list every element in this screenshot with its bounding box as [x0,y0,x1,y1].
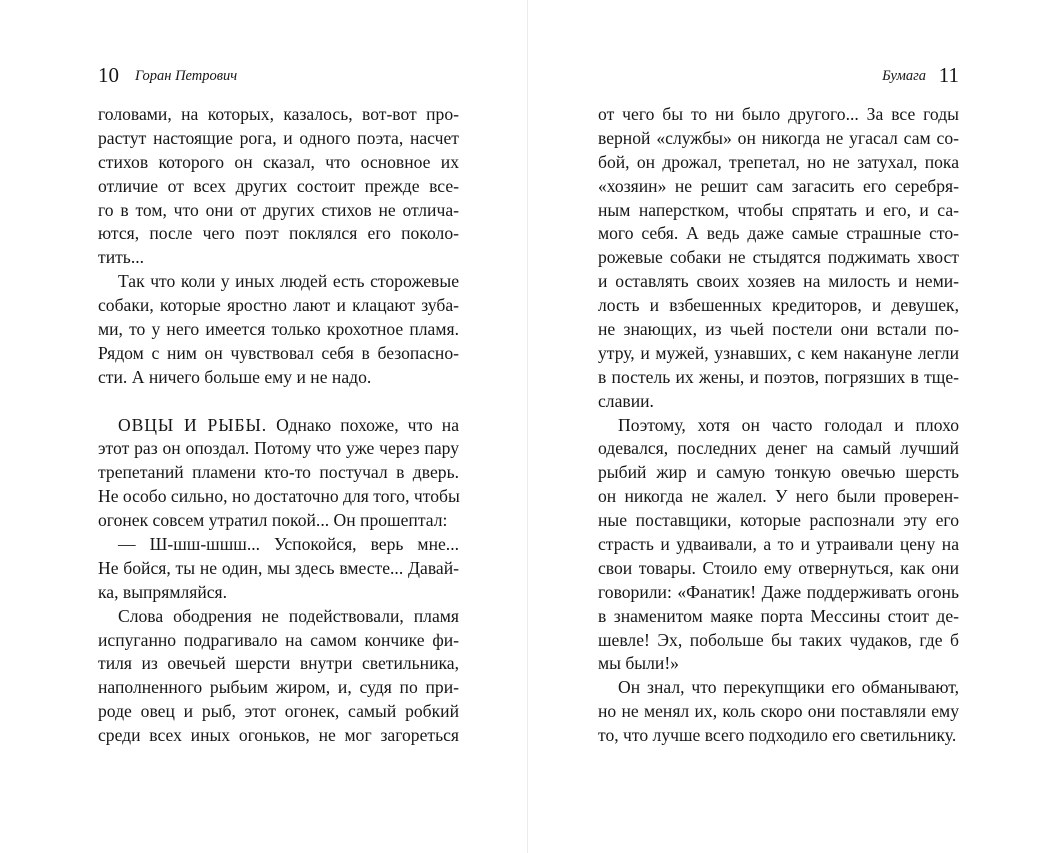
page-number: 11 [938,63,959,87]
text-line: ми, то у него имеется только крохотное пламя. [98,319,459,340]
text-line: Он знал, что перекупщики его обманывают, [618,677,959,698]
section-break [98,390,459,414]
text-line: собаки, которые яростно лают и клацают зуба- [98,295,459,316]
text-line: утру, и мужей, узнавших, с кем накануне легли [598,342,959,363]
text-line: ются, после чего поэт поклялся его поколо- [98,223,459,244]
section-lead: ОВЦЫ И РЫБЫ. [118,414,268,435]
text-line: Слова ободрения не подействовали, пламя [118,605,459,626]
text-line: мы были!» [598,653,679,674]
text-line: стихов которого он сказал, что основное их [98,151,459,172]
text-line: лость и взбешенных кредиторов, и девушек, [598,295,959,316]
text-line: одевался, последних денег на самый лучший [598,438,959,459]
author-running-title: Горан Петрович [135,68,238,84]
left-running-head [98,62,459,88]
text-line: этот раз он опоздал. Потому что уже через пару [98,438,459,459]
text-line: бой, он дрожал, трепетал, но не затухал, пока [598,151,959,172]
text-line: роде овец и рыб, этот огонек, самый робкий [98,701,459,722]
text-line: ным наперстком, чтобы спрятать и его, и са- [598,199,959,220]
text-line: мого себя. А ведь даже самые страшные сто- [598,223,959,244]
text-line: не знающих, из чьей постели они встали по- [598,319,959,340]
right-running-head [598,62,959,88]
text-line: огонек совсем утратил покой... Он прошептал: [98,510,448,531]
text-line: ка, выпрямляйся. [98,581,228,602]
text-line: говорили: «Фанатик! Даже поддерживать огонь [598,581,959,602]
text-line: но не менял их, коль скоро они поставляли ему [598,701,959,722]
text-line: тиля из овечьей шерсти внутри светильника, [98,653,459,674]
page-number: 10 [98,63,119,87]
text-line: — Ш-шш-шшш... Успокойся, верь мне... [118,534,459,555]
text-line: ные поставщики, которые распознали эту его [598,510,959,531]
text-line: он никогда не жалел. У него были проверен- [598,486,959,507]
text-line: Не особо сильно, но достаточно для того, чтобы [98,486,460,507]
text-line: растут настоящие рога, и одного поэта, насчет [98,127,459,148]
text-line [98,414,459,438]
text-line: то, что лучше всего подходило его светильнику. [598,725,957,746]
text-line: Так что коли у иных людей есть сторожевые [118,271,459,292]
text-line: рыбий жир и самую тонкую овечью шерсть [598,462,959,483]
text-line: славии. [598,390,654,411]
text-line: «хозяин» не решит сам загасить его серебря- [598,175,959,196]
text-run: Однако похоже, что на [267,414,459,435]
text-line: в знаменитом маяке порта Мессины стоит де- [598,605,959,626]
text-line: шевле! Эх, побольше бы таких чудаков, где б [598,629,959,650]
text-line: в постель их жены, и поэтов, погрязших в тще- [598,366,959,387]
text-line: Поэтому, хотя он часто голодал и плохо [618,414,959,435]
text-line: и оставлять своих хозяев на милость и неми- [598,271,959,292]
left-page-text [98,103,459,748]
text-line: свои товары. Стоило ему отвернуться, как они [598,557,959,578]
text-line: страсть и удваивали, а то и утраивали цену на [598,534,959,555]
text-line: Не бойся, ты не один, мы здесь вместе... Давай- [98,557,459,578]
text-line: отличие от всех других состоит прежде все- [98,175,459,196]
text-line: верной «службы» он никогда не угасал сам со- [598,127,959,148]
chapter-running-title: Бумага [882,68,926,84]
text-line: тить... [98,247,145,268]
text-line: го в том, что они от других стихов не отлича- [98,199,459,220]
text-line: наполненного рыбьим жиром, и, судя по при- [98,677,459,698]
right-page [598,0,959,853]
text-line: трепетаний пламени кто-то постучал в дверь. [98,462,459,483]
page-gutter [527,0,528,853]
text-line: рожевые собаки не стыдятся поджимать хвост [598,247,959,268]
text-line: сти. А ничего больше ему и не надо. [98,366,372,387]
text-line: от чего бы то ни было другого... За все годы [598,104,959,124]
text-line: головами, на которых, казалось, вот-вот про- [98,104,459,124]
right-page-text [598,103,959,748]
text-line: испуганно подрагивало на самом кончике фи- [98,629,459,650]
text-line: Рядом с ним он чувствовал себя в безопасно- [98,342,459,363]
text-line: среди всех иных огоньков, не мог загореться [98,725,459,746]
left-page [98,0,459,853]
